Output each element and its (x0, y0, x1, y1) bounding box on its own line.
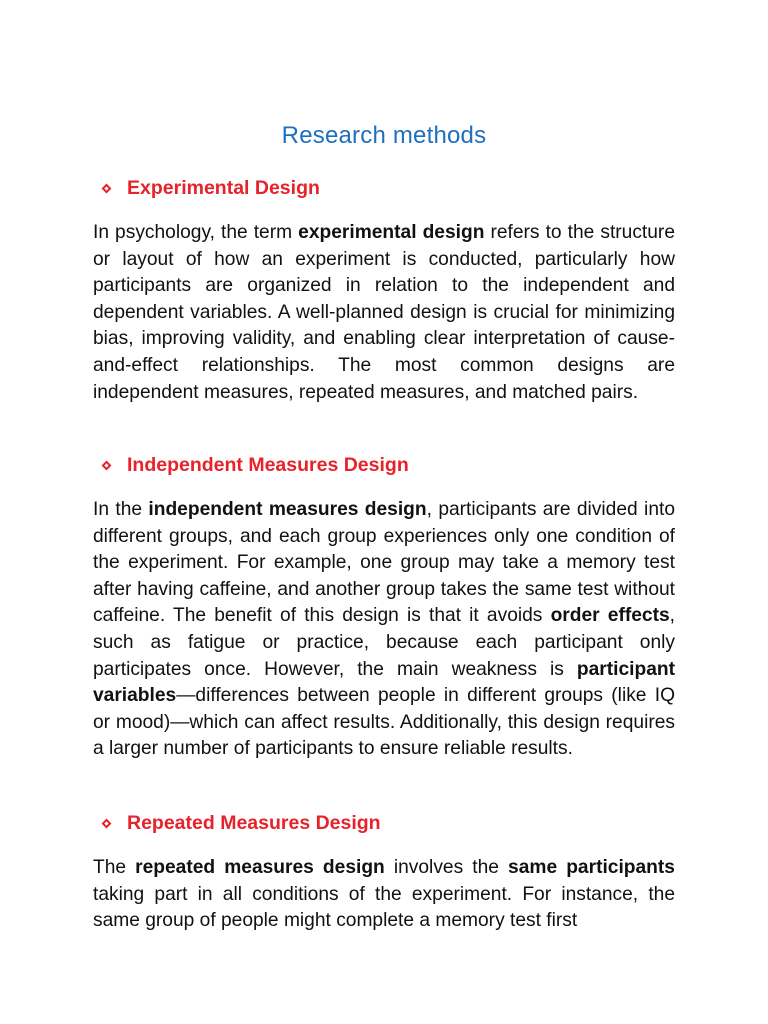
bold-term: repeated measures design (135, 857, 385, 878)
paragraph-text: —differences between people in different groups (like IQ or mood)—which can affect results. Additionally, this design requires a larger number of participants to ensure reliable results. (93, 685, 675, 760)
diamond-bullet-icon (102, 184, 112, 194)
paragraph-text: The (93, 857, 136, 878)
paragraph-text: In psychology, the term (93, 222, 299, 243)
section-heading-text: Repeated Measures Design (127, 812, 381, 834)
bold-term: order effects (550, 605, 670, 627)
paragraph-text: involves the (384, 857, 509, 878)
section-paragraph-experimental-design (93, 220, 675, 406)
section-heading-experimental-design (103, 177, 320, 200)
section-heading-repeated-measures (103, 812, 381, 835)
section-paragraph-repeated-measures (93, 855, 675, 935)
bold-term: experimental design (298, 222, 485, 243)
bold-term: participant variables (93, 658, 675, 707)
diamond-bullet-icon (102, 819, 112, 829)
paragraph-text: , such as fatigue or practice, because each participant only participates once. However, the main weakness is (93, 605, 675, 680)
paragraph-text: taking part in all conditions of the experiment. For instance, the same group of people might complete a memory test first (93, 883, 675, 932)
section-paragraph-independent-measures (93, 497, 675, 763)
bold-term: independent measures design (148, 499, 427, 520)
section-heading-independent-measures (103, 454, 409, 477)
paragraph-text: refers to the structure or layout of how an experiment is conducted, particularly how participants are organized in relation to the independent and dependent variables. A well-planned design is crucial for minimizing bias, improving validity, and enabling clear interpretation of cause-and-effect relationships. The most common designs are independent measures, repeated measures, and matched pairs. (93, 222, 675, 403)
paragraph-text: , participants are divided into different groups, and each group experiences only one condition of the experiment. For example, one group may take a memory test after having caffeine, and another group takes the same test without caffeine. The benefit of this design is that it avoids (93, 499, 675, 627)
paragraph-text: In the (93, 499, 149, 520)
section-heading-text: Experimental Design (127, 177, 320, 199)
section-heading-text: Independent Measures Design (127, 454, 409, 476)
page-title: Research methods (281, 122, 487, 149)
bold-term: same participants (508, 857, 675, 878)
diamond-bullet-icon (102, 461, 112, 471)
